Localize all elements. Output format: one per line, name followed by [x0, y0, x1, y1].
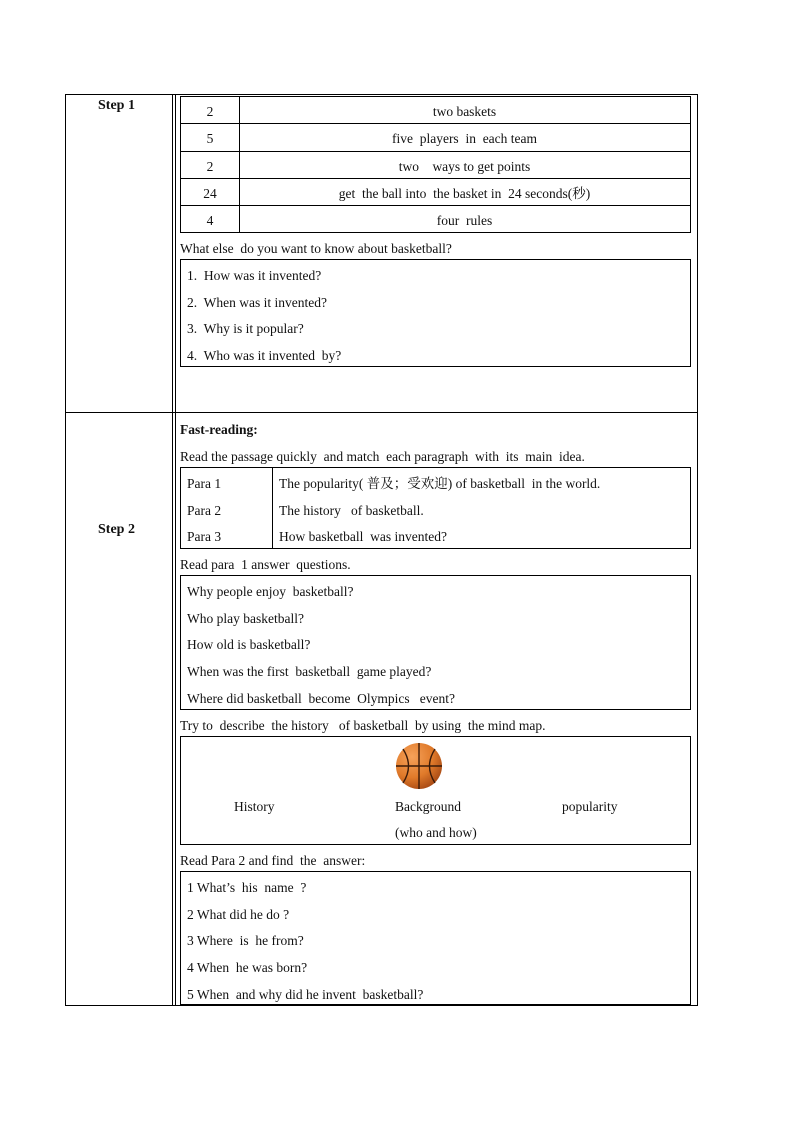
outer-bottom-border: [65, 1005, 698, 1006]
para-idea: The history of basketball.: [279, 503, 424, 518]
question-item: When was the first basketball game played?: [187, 664, 432, 679]
table-num: 5: [206, 131, 214, 146]
mindmap-left: History: [234, 799, 275, 814]
question-item: 1 What’s his name ?: [187, 880, 307, 895]
table-num: 24: [203, 186, 217, 201]
mindmap-center: Background: [395, 799, 461, 814]
basketball-icon: [394, 741, 444, 791]
table-num: 2: [206, 104, 214, 119]
para-label: Para 2: [187, 503, 222, 518]
question-item: How old is basketball?: [187, 637, 311, 652]
table-desc: get the ball into the basket in 24 seconds(秒): [338, 186, 591, 201]
column-divider-inner: [175, 94, 176, 1006]
para-idea: How basketball was invented?: [279, 529, 447, 544]
question-item: 3. Why is it popular?: [187, 321, 304, 336]
outer-top-border: [65, 94, 698, 95]
outer-right-border: [697, 94, 698, 1006]
question-item: 2. When was it invented?: [187, 295, 327, 310]
step2-label: Step 2: [98, 522, 135, 537]
para1-prompt: Read para 1 answer questions.: [180, 557, 351, 572]
row-divider: [65, 412, 698, 413]
table-num: 4: [206, 213, 214, 228]
step1-label: Step 1: [98, 98, 135, 113]
question-item: 4. Who was it invented by?: [187, 348, 342, 363]
table-col-divider: [272, 468, 273, 548]
question-item: 1. How was it invented?: [187, 268, 322, 283]
para-idea: The popularity( 普及；受欢迎) of basketball in the world.: [279, 476, 601, 491]
column-divider: [172, 94, 173, 1006]
table-desc: two ways to get points: [398, 159, 531, 174]
question-item: Who play basketball?: [187, 611, 304, 626]
table-row-divider: [181, 205, 690, 206]
question-item: 4 When he was born?: [187, 960, 308, 975]
fast-reading-title: Fast-reading:: [180, 422, 258, 437]
para2-prompt: Read Para 2 and find the answer:: [180, 853, 366, 868]
table-row-divider: [181, 151, 690, 152]
mindmap-right: popularity: [562, 799, 618, 814]
match-prompt: Read the passage quickly and match each paragraph with its main idea.: [180, 449, 585, 464]
table-desc: five players in each team: [391, 131, 538, 146]
table-desc: four rules: [436, 213, 493, 228]
outer-left-border: [65, 94, 66, 1006]
mindmap-prompt: Try to describe the history of basketball by using the mind map.: [180, 718, 546, 733]
para-label: Para 3: [187, 529, 222, 544]
question-item: 2 What did he do ?: [187, 907, 290, 922]
table-desc: two baskets: [432, 104, 497, 119]
table-row-divider: [181, 178, 690, 179]
para-label: Para 1: [187, 476, 222, 491]
question-item: Where did basketball become Olympics event?: [187, 691, 456, 706]
mindmap-center-sub: (who and how): [395, 825, 477, 840]
step1-prompt: What else do you want to know about basketball?: [180, 241, 452, 256]
question-item: 3 Where is he from?: [187, 933, 304, 948]
question-item: Why people enjoy basketball?: [187, 584, 354, 599]
table-num: 2: [206, 159, 214, 174]
table-row-divider: [181, 123, 690, 124]
question-item: 5 When and why did he invent basketball?: [187, 987, 424, 1002]
